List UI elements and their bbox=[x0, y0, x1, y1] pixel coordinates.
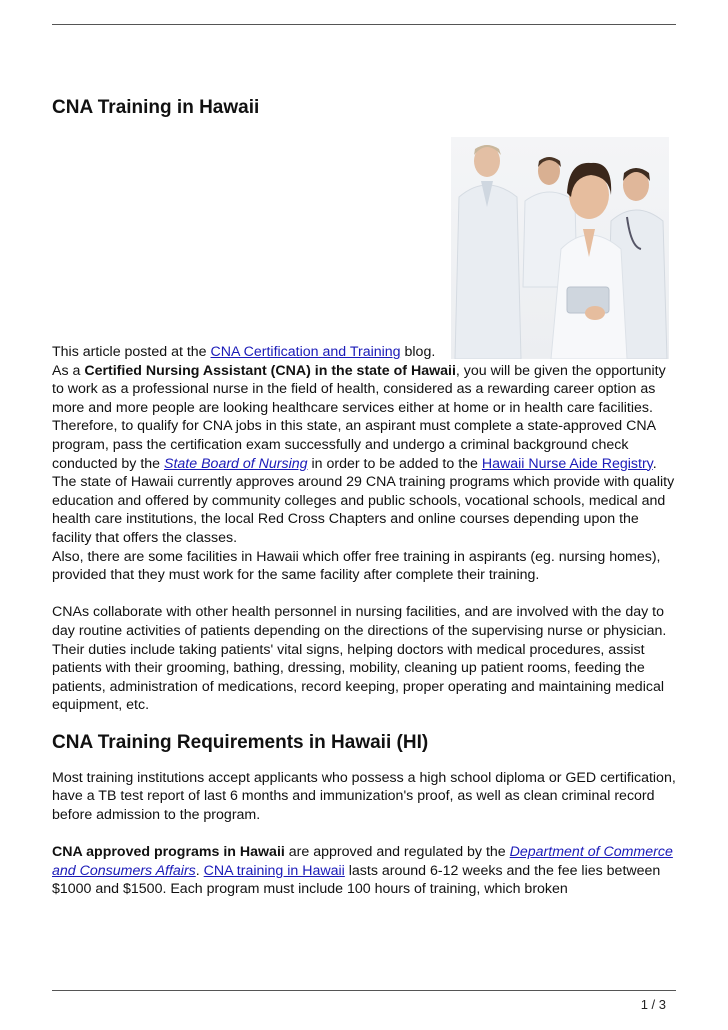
paragraph-2 bbox=[52, 417, 676, 473]
cna-certification-link[interactable]: CNA Certification and Training bbox=[210, 344, 401, 360]
state-board-of-nursing-link[interactable]: State Board of Nursing bbox=[164, 455, 308, 472]
paragraph-5: CNAs collaborate with other health personnel in nursing facilities, and are involved with the day to day routine activities of patients depending on the directions of the supervising nurse or physician. Their duties include taking patients' vital signs, helping doctors with medical procedures, assist patients with their grooming, bathing, dressing, mobility, cleaning up patient rooms, feeding the patients, administration of medications, record keeping, proper operating and maintaining medical equipment, etc. bbox=[52, 604, 667, 714]
page-number: 1 / 3 bbox=[640, 997, 666, 1012]
cna-training-hawaii-link[interactable]: CNA training in Hawaii bbox=[203, 862, 345, 879]
p1-text-a: As a bbox=[52, 362, 85, 379]
header-rule bbox=[52, 24, 676, 25]
nurses-illustration bbox=[451, 137, 669, 359]
p1-bold: Certified Nursing Assistant (CNA) in the state of Hawaii bbox=[84, 362, 456, 379]
p7-text-c: lasts around 6-12 weeks and the fee lies between $1000 and $1500. Each program must include 100 hours of training, which broken bbox=[52, 862, 661, 898]
p7-text-a: are approved and regulated by the bbox=[284, 844, 510, 861]
intro-text: This article posted at the bbox=[52, 344, 211, 360]
p2-text-c: . bbox=[652, 455, 657, 472]
p2-text-b: in order to be added to the bbox=[307, 455, 482, 472]
p7-text-b: . bbox=[195, 862, 204, 879]
footer-rule bbox=[52, 990, 676, 991]
hawaii-nurse-aide-registry-link[interactable]: Hawaii Nurse Aide Registry bbox=[481, 455, 653, 472]
p1-text-b: , you will be given the opportunity to work as a professional nurse in the field of health, considered as a rewarding career option as more and more people are looking healthcare services either at home or in health care facilities. bbox=[52, 362, 666, 416]
p2-text-a: Therefore, to qualify for CNA jobs in this state, an aspirant must complete a state-approved CNA program, pass the certification exam successfully and undergo a criminal background check conducted by the bbox=[52, 418, 656, 472]
paragraph-1 bbox=[52, 362, 676, 418]
page-title: CNA Training in Hawaii bbox=[52, 97, 260, 118]
paragraph-6: Most training institutions accept applicants who possess a high school diploma or GED certification, have a TB test report of last 6 months and immunization's proof, as well as clean criminal record before admission to the program. bbox=[52, 769, 676, 824]
article-body bbox=[52, 343, 676, 899]
intro-text-end: blog. bbox=[400, 344, 436, 360]
p7-bold: CNA approved programs in Hawaii bbox=[52, 844, 285, 861]
department-of-commerce-link[interactable]: Department of Commerce and Consumers Affairs bbox=[52, 844, 673, 879]
nurses-group-photo bbox=[451, 137, 669, 359]
intro-line bbox=[52, 343, 676, 362]
section-heading: CNA Training Requirements in Hawaii (HI) bbox=[52, 731, 429, 753]
paragraph-4: Also, there are some facilities in Hawaii which offer free training in aspirants (eg. nursing homes), provided that they must work for the same facility after complete their training. bbox=[52, 548, 661, 584]
paragraph-7 bbox=[52, 843, 676, 899]
paragraph-3: The state of Hawaii currently approves around 29 CNA training programs which provide with quality education and offered by community colleges and public schools, vocational schools, medical and health care institutions, the local Red Cross Chapters and online courses depending upon the facility that offers the classes. bbox=[52, 474, 675, 546]
